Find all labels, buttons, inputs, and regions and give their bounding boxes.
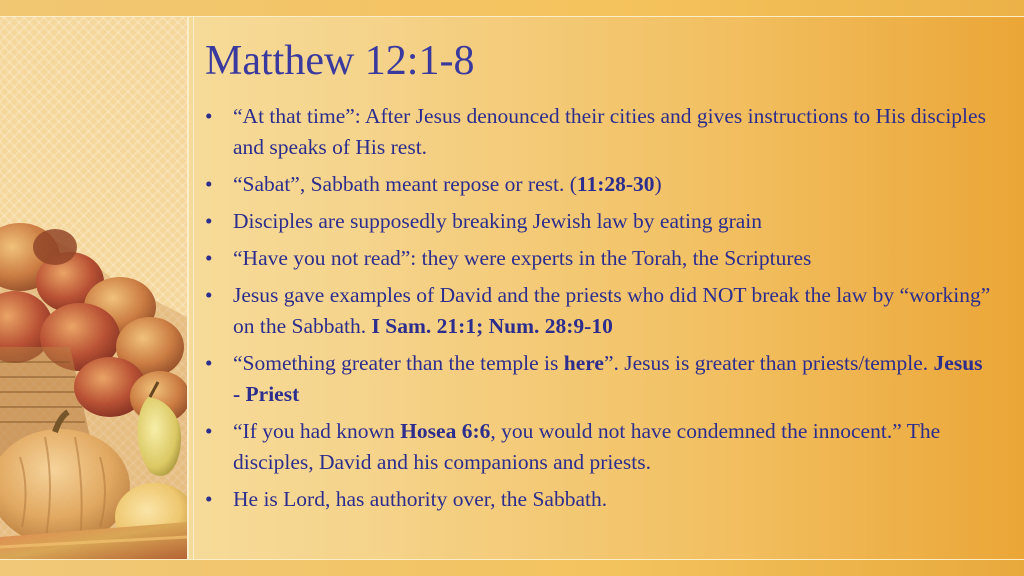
bullet-item [205, 169, 995, 200]
bullet-item [205, 101, 995, 163]
bullet-dot: • [205, 172, 213, 196]
vertical-divider-thin [193, 17, 194, 559]
bullet-item [205, 348, 995, 410]
bullet-text: Disciples are supposedly breaking Jewish law by eating grain [233, 209, 763, 233]
vertical-divider [187, 17, 189, 559]
bullet-dot: • [205, 487, 213, 511]
bullet-dot: • [205, 209, 213, 233]
bullet-dot: • [205, 283, 213, 307]
bullet-text: ) [654, 172, 662, 196]
bullet-dot: • [205, 351, 213, 375]
bullet-dot: • [205, 419, 213, 443]
bullet-text: ”. Jesus is greater than priests/temple. [603, 351, 934, 375]
bullet-text: Jesus gave examples of David and the priests who did NOT break the law by “working” on the Sabbath. [233, 283, 991, 338]
bullet-list [205, 101, 995, 521]
bullet-item [205, 484, 995, 515]
bullet-dot: • [205, 104, 213, 128]
bullet-item [205, 416, 995, 478]
bullet-text: “Sabat”, Sabbath meant repose or rest. ( [233, 172, 577, 196]
bullet-item [205, 243, 995, 274]
harvest-fruit-pumpkin-image [0, 17, 187, 559]
emphasis-phrase: Jesus - Priest [233, 351, 983, 406]
scripture-reference: 11:28-30 [576, 172, 655, 196]
bullet-text: “Something greater than the temple is [233, 351, 564, 375]
scripture-reference: I Sam. 21:1; Num. 28:9-10 [371, 314, 613, 338]
bullet-item [205, 280, 995, 342]
scripture-reference: Hosea 6:6 [400, 419, 491, 443]
top-band [0, 0, 1024, 16]
bullet-dot: • [205, 246, 213, 270]
bullet-item [205, 206, 995, 237]
bullet-text: , you would not have condemned the innocent.” The disciples, David and his companions and priests. [233, 419, 941, 474]
bullet-text: “If you had known [233, 419, 401, 443]
emphasis-word: here [563, 351, 604, 375]
bottom-band [0, 560, 1024, 576]
harvest-fruit-illustration [0, 17, 187, 559]
bullet-text: He is Lord, has authority over, the Sabbath. [233, 487, 608, 511]
bullet-text: “At that time”: After Jesus denounced their cities and gives instructions to His disciples and speaks of His rest. [233, 104, 986, 159]
bullet-text: “Have you not read”: they were experts in the Torah, the Scriptures [233, 246, 812, 270]
slide-title: Matthew 12:1-8 [205, 38, 475, 84]
